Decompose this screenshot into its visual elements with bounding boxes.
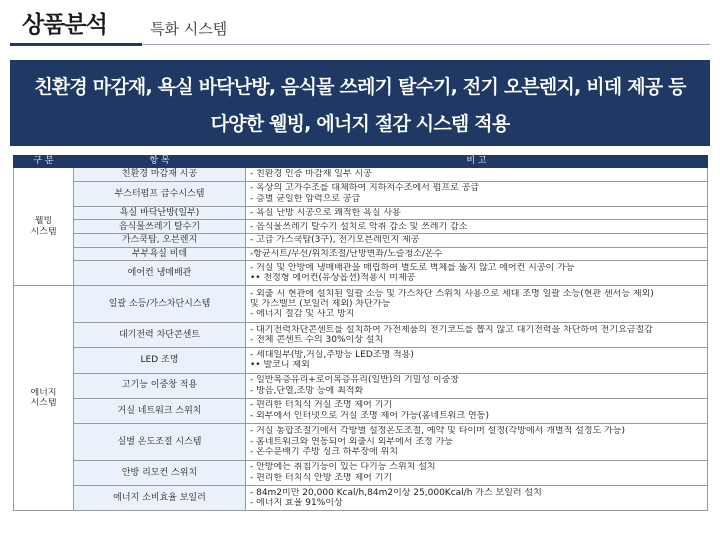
remark-line: 및 가스밸브 (보일러 제외) 차단가능 bbox=[250, 299, 391, 310]
remark-line: - 외출 시 현관에 설치된 일괄 소등 및 가스차단 스위치 사용으로 세대 조명 일괄 소등(현관 센서등 제외) bbox=[250, 288, 654, 299]
remark-line: - 홈네트워크와 연동되어 외출시 외부에서 조정 가능 bbox=[250, 436, 453, 447]
item-cell: 안방 리모컨 스위치 bbox=[74, 460, 246, 485]
item-cell: 부부욕실 비데 bbox=[74, 247, 246, 261]
remarks-cell bbox=[246, 460, 708, 485]
item-cell: 친환경 마감재 시공 bbox=[74, 168, 246, 182]
remark-line: - 대기전력차단콘센트를 설치하여 가전제품의 전기코드를 뽑지 않고 대기전력을 차단하여 전기요금절감 bbox=[250, 324, 653, 335]
table-body bbox=[14, 168, 708, 511]
page-header bbox=[0, 0, 720, 48]
table-row bbox=[14, 220, 708, 234]
table-row bbox=[14, 323, 708, 348]
headline-banner bbox=[10, 60, 710, 146]
category-label: 웰빙 bbox=[34, 216, 53, 227]
remark-line: - 에너지 절감 및 사고 방지 bbox=[250, 309, 355, 320]
remarks-cell bbox=[246, 398, 708, 423]
item-cell: 에너지 소비효율 보일러 bbox=[74, 485, 246, 510]
remark-line: -항균시트/무선/위치조절/난방변좌/노즐청소/온수 bbox=[250, 248, 443, 259]
item-cell: 일괄 소등/가스차단시스템 bbox=[74, 286, 246, 323]
remark-line: - 84m2미만 20,000 Kcal/h,84m2이상 25,000Kcal/h 가스 보일러 설치 bbox=[250, 487, 542, 498]
table-header-row bbox=[14, 156, 708, 168]
category-cell bbox=[14, 168, 74, 286]
table-row bbox=[14, 286, 708, 323]
header-item: 항 목 bbox=[74, 156, 246, 168]
item-cell: 부스터펌프 급수시스템 bbox=[74, 181, 246, 206]
title-underline bbox=[10, 43, 142, 46]
page-subtitle: 특화 시스템 bbox=[150, 20, 228, 38]
system-spec-table bbox=[13, 155, 708, 511]
table-row bbox=[14, 168, 708, 182]
remark-line: - 옥상의 고가수조를 대체하여 지하저수조에서 펌프로 공급 bbox=[250, 183, 480, 194]
remarks-cell bbox=[246, 323, 708, 348]
remark-line: - 거실 및 안방에 냉매배관을 매립하여 별도로 벽체를 뚫지 않고 에어컨 시공이 가능 bbox=[250, 262, 575, 273]
remark-line: - 음식물쓰레기 탈수기 설치로 악취 감소 및 쓰레기 감소 bbox=[250, 221, 468, 232]
table-row bbox=[14, 181, 708, 206]
remarks-cell bbox=[246, 261, 708, 286]
item-cell: 음식물쓰레기 탈수기 bbox=[74, 220, 246, 234]
remark-line: - 안방에는 취침기능이 있는 다기능 스위치 설치 bbox=[250, 462, 436, 473]
table-row bbox=[14, 261, 708, 286]
remarks-cell bbox=[246, 206, 708, 220]
remarks-cell bbox=[246, 220, 708, 234]
remark-line: - 편리한 터치식 거실 조명 제어 기기 bbox=[250, 400, 393, 411]
remark-line: •• 천정형 에어컨(유상옵션)적용시 미제공 bbox=[250, 273, 416, 284]
remarks-cell bbox=[246, 485, 708, 510]
remark-line: - 전체 콘센트 수의 30%이상 설치 bbox=[250, 335, 384, 346]
banner-line-2: 다양한 웰빙, 에너지 절감 시스템 적용 bbox=[210, 113, 510, 135]
header-category: 구 분 bbox=[14, 156, 74, 168]
remark-line: - 외부에서 인터넷으로 거실 조명 제어 가능(홈네트워크 연동) bbox=[250, 410, 489, 421]
table-row bbox=[14, 485, 708, 510]
remark-line: - 거실 통합조절기에서 각방별 설정온도조절, 예약 및 타이머 설정(각방에서 개별적 설정도 가능) bbox=[250, 426, 625, 437]
remark-line: - 세대일부(방,거실,주방등 LED조명 적용) bbox=[250, 350, 414, 361]
remarks-cell bbox=[246, 348, 708, 373]
table-row bbox=[14, 423, 708, 460]
remarks-cell bbox=[246, 286, 708, 323]
remarks-cell bbox=[246, 168, 708, 182]
category-label: 에너지 bbox=[30, 387, 57, 398]
table-row bbox=[14, 460, 708, 485]
table-row bbox=[14, 206, 708, 220]
table-row bbox=[14, 373, 708, 398]
remark-line: - 온수분배기 주방 싱크 하부장에 위치 bbox=[250, 446, 398, 457]
table-row bbox=[14, 348, 708, 373]
table-row bbox=[14, 398, 708, 423]
table-row bbox=[14, 233, 708, 247]
remarks-cell bbox=[246, 181, 708, 206]
remark-line: - 층별 균일한 압력으로 공급 bbox=[250, 193, 361, 204]
table-row bbox=[14, 247, 708, 261]
banner-line-1: 친환경 마감재, 욕실 바닥난방, 음식물 쓰레기 탈수기, 전기 오븐렌지, 비데 제공 등 bbox=[34, 76, 686, 98]
item-cell: 거실 네트워크 스위치 bbox=[74, 398, 246, 423]
remark-line: - 욕실 난방 시공으로 쾌적한 욕실 사용 bbox=[250, 207, 401, 218]
item-cell: 실별 온도조절 시스템 bbox=[74, 423, 246, 460]
item-cell: 에어컨 냉매배관 bbox=[74, 261, 246, 286]
page-title: 상품분석 bbox=[22, 12, 107, 38]
remark-line: - 일반복층유리+로이복층유리(일반)의 기밀성 이중창 bbox=[250, 375, 459, 386]
header-remarks: 비 고 bbox=[246, 156, 708, 168]
remark-line: - 친환경 인증 마감재 일부 시공 bbox=[250, 169, 372, 180]
remarks-cell bbox=[246, 233, 708, 247]
item-cell: 욕실 바닥난방(일부) bbox=[74, 206, 246, 220]
remarks-cell bbox=[246, 247, 708, 261]
category-label: 시스템 bbox=[30, 226, 57, 237]
remark-line: - 에너지 효율 91%이상 bbox=[250, 497, 343, 508]
category-label: 시스템 bbox=[30, 398, 57, 409]
item-cell: 가스쿡탑, 오븐렌지 bbox=[74, 233, 246, 247]
category-cell bbox=[14, 286, 74, 511]
remark-line: •• 발코니 제외 bbox=[250, 360, 310, 371]
remarks-cell bbox=[246, 373, 708, 398]
remark-line: - 고급 가스쿡탑(3구), 전기오븐레인지 제공 bbox=[250, 235, 420, 246]
remarks-cell bbox=[246, 423, 708, 460]
item-cell: 고기능 이중창 적용 bbox=[74, 373, 246, 398]
remark-line: - 방음,단열,조망 등에 최적화 bbox=[250, 385, 364, 396]
remark-line: - 편리한 터치식 안방 조명 제어 기기 bbox=[250, 472, 393, 483]
item-cell: 대기전력 차단콘센트 bbox=[74, 323, 246, 348]
item-cell: LED 조명 bbox=[74, 348, 246, 373]
header-divider bbox=[142, 44, 710, 45]
